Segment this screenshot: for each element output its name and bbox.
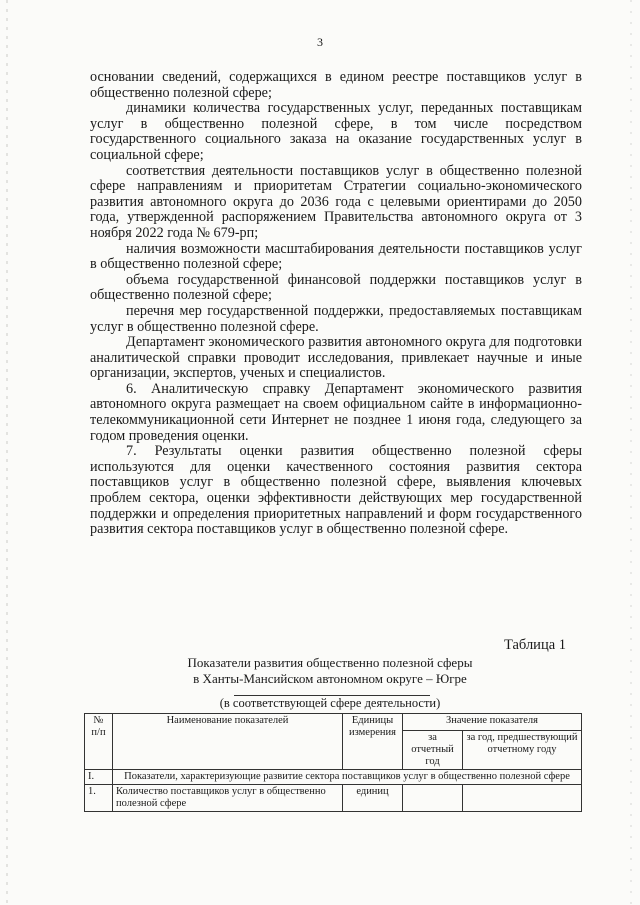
paragraph: объема государственной финансовой поддержки поставщиков услуг в общественно полезной сфере;	[90, 271, 582, 304]
section-num: I.	[85, 770, 113, 785]
row-unit: единиц	[343, 785, 403, 812]
table-subtitle: (в соответствующей сфере деятельности)	[219, 696, 441, 710]
scan-edge-right	[630, 0, 632, 905]
section-title: Показатели, характеризующие развитие сектора поставщиков услуг в общественно полезной сфере	[113, 770, 582, 785]
table-section-row	[85, 770, 582, 785]
page-number: 3	[317, 35, 323, 49]
paragraph: динамики количества государственных услуг, переданных поставщикам услуг в общественно полезной сфере, в том числе посредством государственного социального заказа на оказание государственных услуг в социальной сфере;	[90, 100, 582, 163]
paragraph: 6. Аналитическую справку Департамент экономического развития автономного округа размещает на своем официальном сайте в информационно-телекоммуникационной сети Интернет не позднее 1 июня года, следующего за годом проведения оценки.	[90, 380, 582, 444]
row-num: 1.	[85, 785, 113, 812]
table-header-row	[85, 714, 582, 731]
table-caption: Таблица 1	[504, 637, 567, 653]
table-title-line: в Ханты-Мансийском автономном округе – Югре	[193, 671, 467, 686]
paragraph: 7. Результаты оценки развития общественно полезной сферы используются для оценки качественного состояния развития сектора поставщиков услуг в общественно полезной сфере, выявления ключевых проблем сектора, оценки эффективности действующих мер государственной поддержки и определения приоритетных направлений и форм государственного развития сектора поставщиков услуг в общественно полезной сфере.	[90, 443, 582, 538]
paragraph: соответствия деятельности поставщиков услуг в общественно полезной сфере направлениям и приоритетам Стратегии социально-экономического развития автономного округа до 2036 года с целевыми ориентирами до 2050 года, утвержденной распоряжением Правительства автономного округа от 3 ноября 2022 года № 679-рп;	[90, 162, 582, 241]
body-text	[90, 70, 582, 538]
header-num: № п/п	[85, 714, 113, 770]
indicators-table	[84, 713, 582, 812]
header-values: Значение показателя	[403, 714, 582, 731]
paragraph: наличия возможности масштабирования деятельности поставщиков услуг в общественно полезной сфере;	[90, 240, 582, 273]
paragraph: основании сведений, содержащихся в едином реестре поставщиков услуг в общественно полезной сфере;	[90, 69, 582, 101]
row-reporting-value	[403, 785, 463, 812]
row-previous-value	[463, 785, 582, 812]
scan-edge-left	[6, 0, 8, 905]
table-title	[140, 655, 520, 687]
table-title-line: Показатели развития общественно полезной сферы	[187, 655, 473, 670]
paragraph: Департамент экономического развития автономного округа для подготовки аналитической справки проводит исследования, привлекает научные и иные организации, экспертов, ученых и специалистов.	[90, 334, 582, 382]
table-row	[85, 785, 582, 812]
header-unit: Единицы измерения	[343, 714, 403, 770]
row-name: Количество поставщиков услуг в общественно полезной сфере	[113, 785, 343, 812]
header-previous-year: за год, предшествующий отчетному году	[463, 731, 582, 770]
header-reporting-year: за отчетный год	[403, 731, 463, 770]
header-name: Наименование показателей	[113, 714, 343, 770]
paragraph: перечня мер государственной поддержки, предоставляемых поставщикам услуг в общественно полезной сфере.	[90, 302, 582, 335]
